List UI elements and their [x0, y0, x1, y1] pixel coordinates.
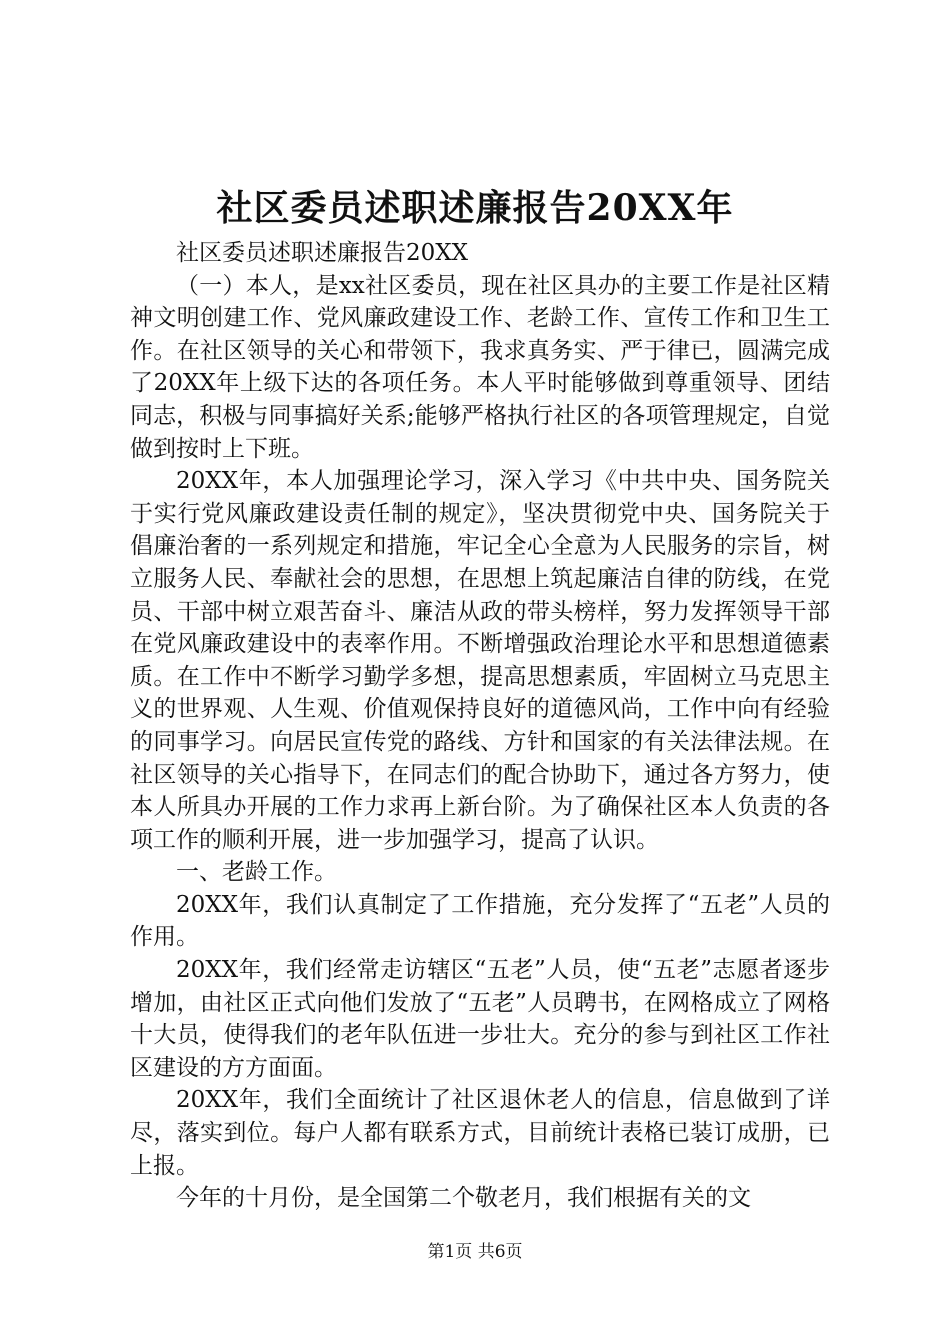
paragraph-intro: （一）本人，是xx社区委员，现在社区具办的主要工作是社区精神文明创建工作、党风廉政建设工作、老龄工作、宣传工作和卫生工作。在社区领导的关心和带领下，我求真务实、严于律已，圆满完成了20XX年上级下达的各项任务。本人平时能够做到尊重领导、团结同志，积极与同事搞好关系;能够严格执行社区的各项管理规定，自觉做到按时上下班。 [130, 272, 830, 462]
paragraph-study: 20XX年，本人加强理论学习，深入学习《中共中央、国务院关于实行党风廉政建设责任制的规定》，坚决贯彻党中央、国务院关于倡廉治奢的一系列规定和措施，牢记全心全意为人民服务的宗旨，树立服务人民、奉献社会的思想，在思想上筑起廉洁自律的防线，在党员、干部中树立艰苦奋斗、廉洁从政的带头榜样，努力发挥领导干部在党风廉政建设中的表率作用。不断增强政治理论水平和思想道德素质。在工作中不断学习勤学多想，提高思想素质，牢固树立马克思主义的世界观、人生观、价值观保持良好的道德风尚，工作中向有经验的同事学习。向居民宣传党的路线、方针和国家的有关法律法规。在社区领导的关心指导下，在同志们的配合协助下，通过各方努力，使本人所具办开展的工作力求再上新台阶。为了确保社区本人负责的各项工作的顺利开展，进一步加强学习，提高了认识。 [130, 468, 830, 853]
paragraph-elderly-3: 20XX年，我们全面统计了社区退休老人的信息，信息做到了详尽，落实到位。每户人都有联系方式，目前统计表格已装订成册，已上报。 [130, 1087, 830, 1179]
paragraph-elderly-1: 20XX年，我们认真制定了工作措施，充分发挥了“五老”人员的作用。 [130, 891, 830, 951]
document-title: 社区委员述职述廉报告20XX年 [216, 187, 734, 229]
paragraph-elderly-2: 20XX年，我们经常走访辖区“五老”人员，使“五老”志愿者逐步增加，由社区正式向他们发放了“五老”人员聘书，在网格成立了网格十大员，使得我们的老年队伍进一步壮大。充分的参与到社区工作社区建设的方方面面。 [130, 957, 830, 1081]
paragraph-elderly-4: 今年的十月份，是全国第二个敬老月，我们根据有关的文 [176, 1185, 751, 1212]
paragraph-subtitle: 社区委员述职述廉报告20XX [176, 240, 469, 266]
section-heading-elderly-work: 一、老龄工作。 [176, 859, 337, 886]
page-footer: 第1页 共6页 [427, 1242, 523, 1262]
document-body [130, 237, 830, 1215]
